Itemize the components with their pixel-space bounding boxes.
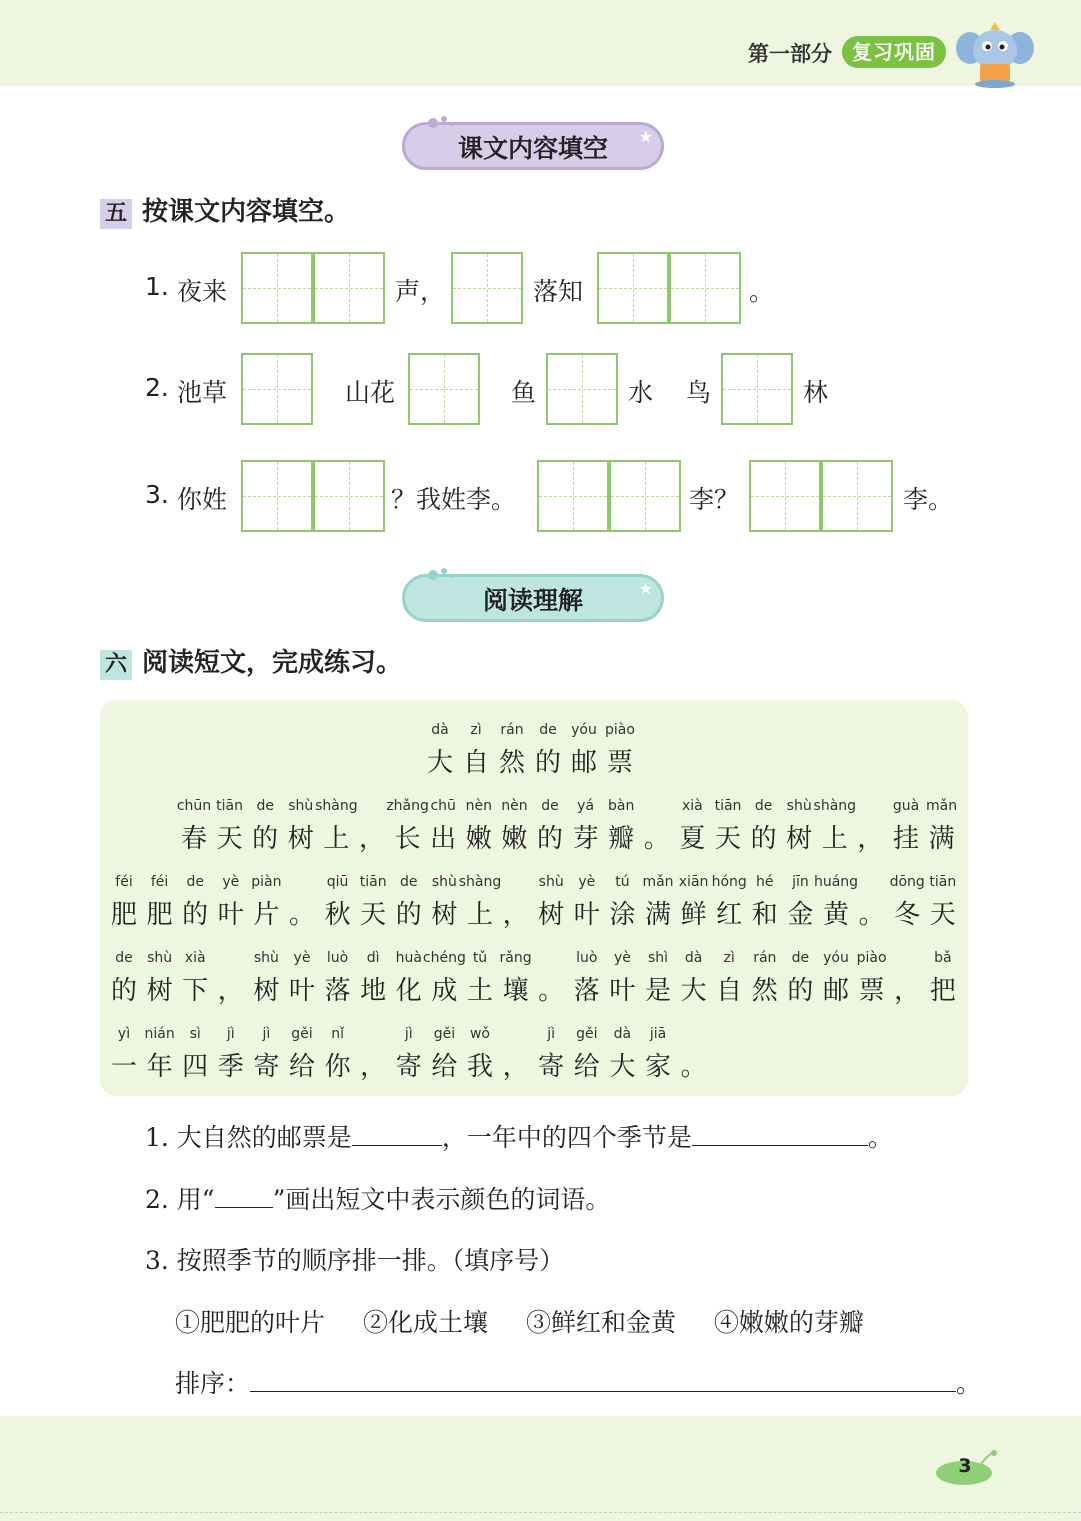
pinyin: dà: [431, 722, 449, 738]
row-text: 鱼: [511, 378, 537, 407]
pinyin: zì: [470, 722, 482, 738]
row-text: 山花: [345, 378, 396, 407]
hanzi: ，: [358, 824, 385, 854]
question-text: 2. 用“: [145, 1185, 215, 1214]
section-six-heading: [100, 642, 402, 680]
pinyin: nèn: [501, 798, 528, 814]
pinyin: guà: [892, 798, 920, 814]
hanzi: 红: [716, 900, 743, 930]
pinyin: dì: [366, 950, 380, 966]
row-text: 鸟: [686, 378, 712, 407]
elephant-mascot-icon: [956, 22, 1034, 88]
pinyin: shù: [786, 798, 812, 814]
hanzi: 满: [928, 824, 955, 854]
hanzi: 地: [360, 976, 387, 1006]
pinyin: féi: [115, 874, 133, 890]
pinyin: jì: [404, 1026, 413, 1042]
hanzi: 树: [431, 900, 458, 930]
hanzi: 黄: [822, 900, 849, 930]
pinyin: shàng: [813, 798, 857, 814]
hanzi: 大: [426, 748, 453, 778]
hanzi: 的: [750, 824, 777, 854]
question-1: [145, 1118, 893, 1154]
hanzi: 片: [253, 900, 280, 930]
row-text: 水: [628, 378, 654, 407]
question-text: ”画出短文中表示颜色的词语。: [272, 1185, 611, 1214]
pinyin: shì: [647, 950, 669, 966]
pinyin: yè: [222, 874, 240, 890]
star-icon: ★: [638, 579, 653, 598]
hanzi: 树: [146, 976, 173, 1006]
question-text: 1. 大自然的邮票是: [145, 1123, 352, 1152]
pinyin: piàn: [251, 874, 282, 890]
pinyin: qiū: [326, 874, 349, 890]
row-label: 3.: [145, 480, 169, 509]
hanzi: 大: [609, 1052, 636, 1082]
hanzi: 春: [180, 824, 207, 854]
tianzige-box[interactable]: [669, 252, 741, 324]
tianzige-box[interactable]: [749, 460, 821, 532]
pinyin: chéng: [422, 950, 466, 966]
hanzi: 邮: [822, 976, 849, 1006]
hanzi: 长: [394, 824, 421, 854]
order-answer-line[interactable]: [250, 1369, 956, 1392]
pinyin: de: [115, 950, 133, 966]
hanzi: 票: [606, 748, 633, 778]
pinyin: chū: [430, 798, 456, 814]
hanzi: 天: [929, 900, 956, 930]
tianzige-box[interactable]: [821, 460, 893, 532]
hanzi: 天: [714, 824, 741, 854]
hanzi: 成: [431, 976, 458, 1006]
order-label: 排序：: [175, 1369, 251, 1398]
hanzi: 树: [786, 824, 813, 854]
hanzi: 是: [644, 976, 671, 1006]
row-text: 池草: [177, 378, 228, 407]
hanzi: 然: [751, 976, 778, 1006]
pinyin: tiān: [929, 874, 957, 890]
hanzi: 上: [466, 900, 493, 930]
hanzi: 金: [787, 900, 814, 930]
hanzi: 涂: [609, 900, 636, 930]
hanzi: 壤: [502, 976, 529, 1006]
hanzi: 挂: [892, 824, 919, 854]
hanzi: 邮: [570, 748, 597, 778]
hanzi: 。: [858, 900, 885, 930]
hanzi: 年: [146, 1052, 173, 1082]
row-label: 1.: [145, 272, 169, 301]
answer-blank[interactable]: [352, 1123, 442, 1146]
pinyin: luò: [326, 950, 349, 966]
pinyin: tiān: [714, 798, 742, 814]
hanzi: 树: [538, 900, 565, 930]
hanzi: 你: [324, 1052, 351, 1082]
hanzi: 的: [182, 900, 209, 930]
pinyin: zhǎng: [386, 798, 429, 814]
fill-blank-banner: [402, 122, 664, 170]
pinyin: de: [539, 722, 557, 738]
pinyin: tú: [615, 874, 630, 890]
pinyin: tiān: [359, 874, 387, 890]
question-2: [145, 1180, 610, 1216]
hanzi: 上: [821, 824, 848, 854]
pinyin: de: [256, 798, 274, 814]
pinyin: de: [791, 950, 810, 966]
question-text: 3. 按照季节的顺序排一排。（填序号）: [145, 1246, 565, 1275]
pinyin: nèn: [465, 798, 492, 814]
row-text: 。: [749, 277, 775, 306]
pinyin: yóu: [571, 722, 597, 738]
tianzige-box[interactable]: [609, 460, 681, 532]
row-text: 李。: [903, 485, 954, 514]
hanzi: 的: [395, 900, 422, 930]
pinyin: yè: [613, 950, 631, 966]
pinyin: féi: [150, 874, 169, 890]
row-text: ？我姓李。: [391, 485, 517, 514]
pinyin: dà: [684, 950, 703, 966]
hanzi: ，: [502, 1052, 529, 1082]
hanzi: 满: [644, 900, 671, 930]
hanzi: 给: [573, 1052, 600, 1082]
hanzi: 一: [110, 1052, 137, 1082]
pinyin: yè: [293, 950, 311, 966]
hanzi: ，: [502, 900, 529, 930]
hanzi: 瓣: [608, 824, 635, 854]
pinyin: huáng: [813, 874, 859, 890]
hanzi: 鲜: [680, 900, 707, 930]
pinyin: sì: [189, 1026, 201, 1042]
pinyin: shù: [538, 874, 564, 890]
row-text: 夜来: [177, 277, 228, 306]
dots-decoration-icon: [427, 115, 457, 129]
hanzi: 大: [680, 976, 707, 1006]
hanzi: 出: [430, 824, 457, 854]
pinyin: de: [186, 874, 204, 890]
row-text: 声，: [395, 277, 446, 306]
hanzi: 落: [324, 976, 351, 1006]
hanzi: 肥: [146, 900, 173, 930]
hanzi: 嫩: [465, 824, 492, 854]
star-icon: ★: [638, 127, 653, 146]
hanzi: 季: [217, 1052, 244, 1082]
hanzi: 肥: [110, 900, 137, 930]
page-number: 3: [958, 1455, 972, 1477]
hanzi: 天: [360, 900, 387, 930]
pinyin: de: [754, 798, 773, 814]
hanzi: 秋: [324, 900, 351, 930]
hanzi: 把: [929, 976, 956, 1006]
pinyin: rán: [753, 950, 777, 966]
hanzi: 的: [787, 976, 814, 1006]
hanzi: ，: [894, 976, 921, 1006]
pinyin: bǎ: [934, 950, 952, 966]
hanzi: 寄: [253, 1052, 280, 1082]
hanzi: 芽: [572, 824, 599, 854]
hanzi: 的: [252, 824, 279, 854]
order-end: 。: [956, 1369, 982, 1398]
tianzige-box[interactable]: [451, 252, 523, 324]
hanzi: 叶: [609, 976, 636, 1006]
pinyin: jì: [547, 1026, 556, 1042]
pinyin: tiān: [216, 798, 244, 814]
tianzige-box[interactable]: [721, 353, 793, 425]
pinyin: dōng: [889, 874, 925, 890]
tianzige-box[interactable]: [537, 460, 609, 532]
pinyin: jiā: [649, 1026, 667, 1042]
hanzi: 嫩: [501, 824, 528, 854]
option-item: ①肥肥的叶片: [175, 1308, 326, 1337]
hanzi: 叶: [573, 900, 600, 930]
tianzige-box[interactable]: [597, 252, 669, 324]
pinyin: jīn: [792, 874, 809, 890]
pinyin: rán: [500, 722, 524, 738]
pinyin: dà: [613, 1026, 632, 1042]
hanzi: 树: [287, 824, 314, 854]
hanzi: 叶: [288, 976, 315, 1006]
pinyin: mǎn: [926, 798, 958, 814]
pinyin: xià: [184, 950, 206, 966]
pinyin: chūn: [176, 798, 212, 814]
hanzi: ，: [360, 1052, 387, 1082]
underline-sample: [215, 1185, 273, 1208]
pinyin: nián: [144, 1026, 175, 1042]
pinyin: de: [541, 798, 559, 814]
hanzi: 下: [182, 976, 209, 1006]
pinyin: hé: [756, 874, 774, 890]
hanzi: 寄: [395, 1052, 422, 1082]
pinyin: bàn: [608, 798, 635, 814]
pinyin: xià: [682, 798, 703, 814]
pinyin: piào: [605, 722, 635, 738]
hanzi: 天: [216, 824, 243, 854]
hanzi: 。: [288, 900, 315, 930]
hanzi: ，: [217, 976, 244, 1006]
pinyin: tǔ: [472, 950, 488, 966]
pinyin: gěi: [576, 1026, 598, 1042]
hanzi: 土: [466, 976, 493, 1006]
hanzi: 叶: [217, 900, 244, 930]
hanzi: 化: [395, 976, 422, 1006]
tianzige-box[interactable]: [546, 353, 618, 425]
pinyin: hóng: [711, 874, 747, 890]
hanzi: 然: [498, 748, 525, 778]
tianzige-box[interactable]: [241, 353, 313, 425]
pinyin: gěi: [433, 1026, 456, 1042]
hanzi: 树: [253, 976, 280, 1006]
hanzi: 给: [288, 1052, 315, 1082]
hanzi: 上: [323, 824, 350, 854]
pinyin: jì: [262, 1026, 271, 1042]
header-section-badge: 复习巩固: [842, 36, 946, 68]
tianzige-box[interactable]: [408, 353, 480, 425]
pinyin: de: [400, 874, 418, 890]
option-item: ④嫩嫩的芽瓣: [713, 1308, 864, 1337]
banner-title: 阅读理解: [482, 586, 583, 615]
question-text: 。: [867, 1123, 893, 1152]
section-number: 六: [100, 650, 132, 680]
option-item: ②化成土壤: [362, 1308, 488, 1337]
pinyin: shù: [147, 950, 173, 966]
hanzi: 的: [536, 824, 563, 854]
hanzi: 家: [644, 1052, 671, 1082]
pinyin: mǎn: [642, 874, 674, 890]
pinyin: wǒ: [469, 1026, 490, 1042]
hanzi: 寄: [538, 1052, 565, 1082]
section-title: 按课文内容填空。: [142, 197, 351, 227]
section-title: 阅读短文，完成练习。: [142, 648, 403, 678]
hanzi: ，: [857, 824, 884, 854]
row-text: 落知: [533, 277, 584, 306]
hanzi: 我: [466, 1052, 493, 1082]
row-text: 李？: [689, 485, 740, 514]
options-row: [175, 1303, 864, 1339]
pinyin: yì: [117, 1026, 131, 1042]
section-five-heading: [100, 191, 350, 229]
pinyin: rǎng: [499, 950, 532, 966]
row-label: 2.: [145, 373, 169, 402]
banner-title: 课文内容填空: [457, 134, 608, 163]
reading-banner: [402, 574, 664, 622]
footer-band: [0, 1416, 1081, 1521]
pinyin: jì: [226, 1026, 235, 1042]
hanzi: 的: [534, 748, 561, 778]
option-item: ③鲜红和金黄: [525, 1308, 676, 1337]
order-row: [175, 1364, 981, 1400]
question-text: ，一年中的四个季节是: [441, 1123, 692, 1152]
pinyin: nǐ: [331, 1026, 344, 1042]
row-text: 你姓: [177, 485, 228, 514]
pinyin: shàng: [458, 874, 502, 890]
section-number: 五: [100, 199, 132, 229]
tianzige-box[interactable]: [241, 252, 313, 324]
pinyin: luò: [576, 950, 598, 966]
footer-dashed-rule: [0, 1512, 1081, 1513]
pinyin: yá: [577, 798, 595, 814]
hanzi: 四: [182, 1052, 209, 1082]
row-text: 林: [803, 378, 829, 407]
pinyin: gěi: [291, 1026, 313, 1042]
reading-passage-box: [100, 700, 968, 1096]
pinyin: yè: [578, 874, 596, 890]
pinyin: piào: [856, 950, 887, 966]
pinyin: shàng: [315, 798, 358, 814]
tianzige-box[interactable]: [313, 252, 385, 324]
hanzi: 的: [110, 976, 137, 1006]
header-part-label: 第一部分: [748, 42, 832, 66]
tianzige-box[interactable]: [313, 460, 385, 532]
question-3: [145, 1241, 564, 1277]
tianzige-box[interactable]: [241, 460, 313, 532]
hanzi: 。: [680, 1052, 707, 1082]
hanzi: 冬: [894, 900, 921, 930]
hanzi: 票: [858, 976, 885, 1006]
answer-blank[interactable]: [692, 1123, 868, 1146]
pinyin: huà: [395, 950, 422, 966]
hanzi: 夏: [679, 824, 706, 854]
hanzi: 自: [462, 748, 489, 778]
pinyin: shù: [253, 950, 279, 966]
pinyin: shù: [431, 874, 457, 890]
hanzi: 。: [643, 824, 670, 854]
pinyin: zì: [723, 950, 735, 966]
dots-decoration-icon: [427, 567, 457, 581]
hanzi: 落: [573, 976, 600, 1006]
hanzi: 给: [431, 1052, 458, 1082]
pinyin: yóu: [823, 950, 849, 966]
hanzi: 。: [538, 976, 565, 1006]
pinyin: xiān: [678, 874, 709, 890]
hanzi: 和: [751, 900, 778, 930]
pinyin: shù: [288, 798, 314, 814]
hanzi: 自: [716, 976, 743, 1006]
